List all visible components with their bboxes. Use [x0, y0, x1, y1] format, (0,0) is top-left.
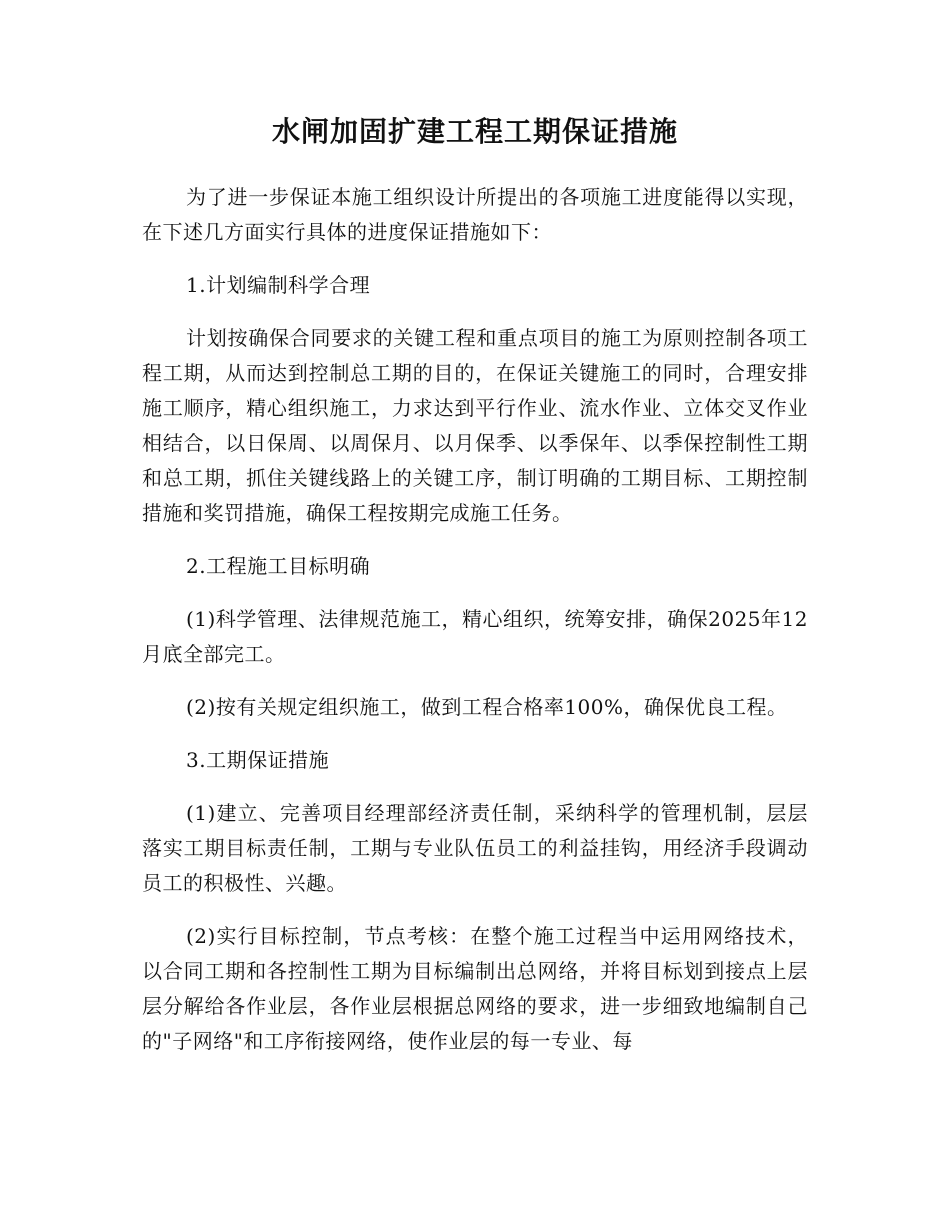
section-2-item-2: (2)按有关规定组织施工，做到工程合格率100%，确保优良工程。 [186, 695, 788, 719]
document-title: 水闸加固扩建工程工期保证措施 [271, 115, 678, 148]
document-page [142, 112, 808, 1077]
section-2-item-1: (1)科学管理、法律规范施工，精心组织，统筹安排，确保2025年12月底全部完工。 [142, 607, 808, 666]
section-1-heading: 1.计划编制科学合理 [186, 273, 371, 297]
section-1-body: 计划按确保合同要求的关键工程和重点项目的施工为原则控制各项工程工期，从而达到控制总工期的目的，在保证关键施工的同时，合理安排施工顺序，精心组织施工，力求达到平行作业、流水作业、立体交叉作业相结合，以日保周、以周保月、以月保季、以季保年、以季保控制性工期和总工期，抓住关键线路上的关键工序，制订明确的工期目标、工期控制措施和奖罚措施，确保工程按期完成施工任务。 [142, 326, 808, 525]
intro-paragraph: 为了进一步保证本施工组织设计所提出的各项施工进度能得以实现，在下述几方面实行具体的进度保证措施如下： [142, 185, 808, 244]
section-3-item-1: (1)建立、完善项目经理部经济责任制，采纳科学的管理机制，层层落实工期目标责任制，工期与专业队伍员工的利益挂钩，用经济手段调动员工的积极性、兴趣。 [142, 801, 808, 895]
section-3-item-2: (2)实行目标控制，节点考核：在整个施工过程当中运用网络技术，以合同工期和各控制性工期为目标编制出总网络，并将目标划到接点上层层分解给各作业层，各作业层根据总网络的要求，进一步细致地编制自己的"子网络"和工序衔接网络，使作业层的每一专业、每 [142, 924, 808, 1053]
section-2-heading: 2.工程施工目标明确 [186, 554, 371, 578]
section-3-heading: 3.工期保证措施 [186, 748, 330, 772]
